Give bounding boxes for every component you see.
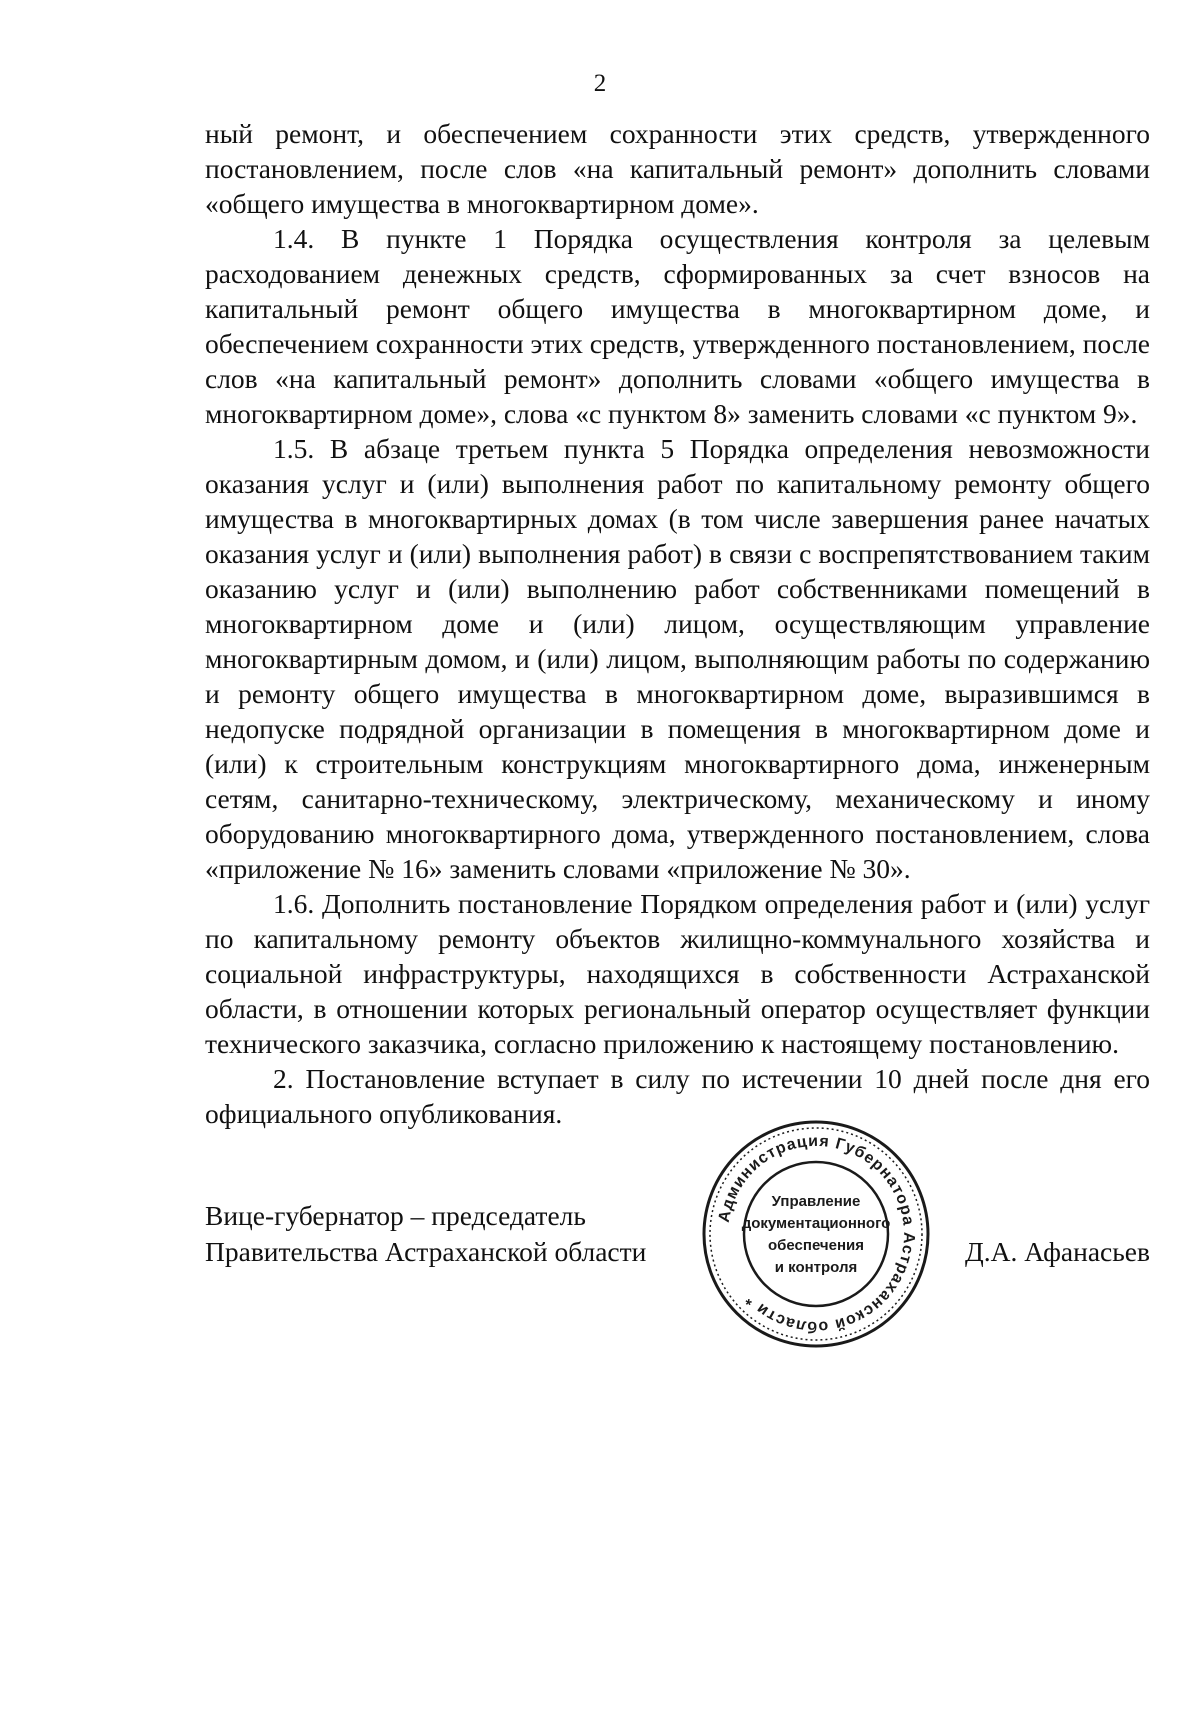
seal-outer-dotted-ring [710, 1128, 922, 1340]
paragraph-1-5: 1.5. В абзаце третьем пункта 5 Порядка определения невозможности оказания услуг и (или) выполнения работ по капитальному ремонту общего имущества в многоквартирных домах (в том числе завершения ранее начатых оказания услуг и (или) выполнения работ) в связи с воспрепятствованием таким оказанию услуг и (или) выполнению работ собственниками помещений в многоквартирном доме и (или) лицом, осуществляющим управление многоквартирным домом, и (или) лицом, выполняющим работы по содержанию и ремонту общего имущества в многоквартирном доме, выразившимся в недопуске подрядной организации в помещения в многоквартирном доме и (или) к строительным конструкциям многоквартирного дома, инженерным сетям, санитарно-техническому, электрическому, механическому и иному оборудованию многоквартирного дома, утвержденного постановлением, слова «приложение № 16» заменить словами «приложение № 30». [205, 433, 1150, 884]
official-seal [700, 1118, 932, 1350]
seal-inner-ring [744, 1162, 888, 1306]
seal-inner-line-3: обеспечения [767, 1237, 865, 1254]
paragraph-continuation: ный ремонт, и обеспечением сохранности этих средств, утвержденного постановлением, после слов «на капитальный ремонт» дополнить словами «общего имущества в многоквартирном доме». [205, 118, 1150, 219]
document-body [205, 116, 1150, 1131]
paragraph-2: 2. Постановление вступает в силу по истечении 10 дней после дня его официального опубликования. [205, 1063, 1150, 1129]
seal-inner-line-1: Управление [771, 1193, 861, 1210]
seal-outer-ring [704, 1122, 928, 1346]
signatory-name: Д.А. Афанасьев [965, 1236, 1150, 1267]
seal-inner-line-4: и контроля [774, 1259, 858, 1276]
signature-block [205, 1198, 1150, 1348]
paragraph-1-4: 1.4. В пункте 1 Порядка осуществления контроля за целевым расходованием денежных средств, сформированных за счет взносов на капитальный ремонт общего имущества в многоквартирном доме, и обеспечением сохранности этих средств, утвержденного постановлением, после слов «на капитальный ремонт» дополнить словами «общего имущества в многоквартирном доме», слова «с пунктом 8» заменить словами «с пунктом 9». [205, 223, 1150, 429]
signatory-title [205, 1198, 646, 1270]
paragraph-1-6: 1.6. Дополнить постановление Порядком определения работ и (или) услуг по капитальному ремонту объектов жилищно-коммунального хозяйства и социальной инфраструктуры, находящихся в собственности Астраханской области, в отношении которых региональный оператор осуществляет функции технического заказчика, согласно приложению к настоящему постановлению. [205, 888, 1150, 1059]
official-seal-graphic [700, 1118, 932, 1350]
seal-inner-line-2: документационного [741, 1215, 891, 1232]
signatory-title-line-1: Вице-губернатор – председатель [205, 1200, 586, 1231]
page-number: 2 [593, 70, 607, 97]
signatory-title-line-2: Правительства Астраханской области [205, 1236, 647, 1267]
seal-outer-text: Администрация Губернатора Астраханской области * [715, 1132, 918, 1336]
